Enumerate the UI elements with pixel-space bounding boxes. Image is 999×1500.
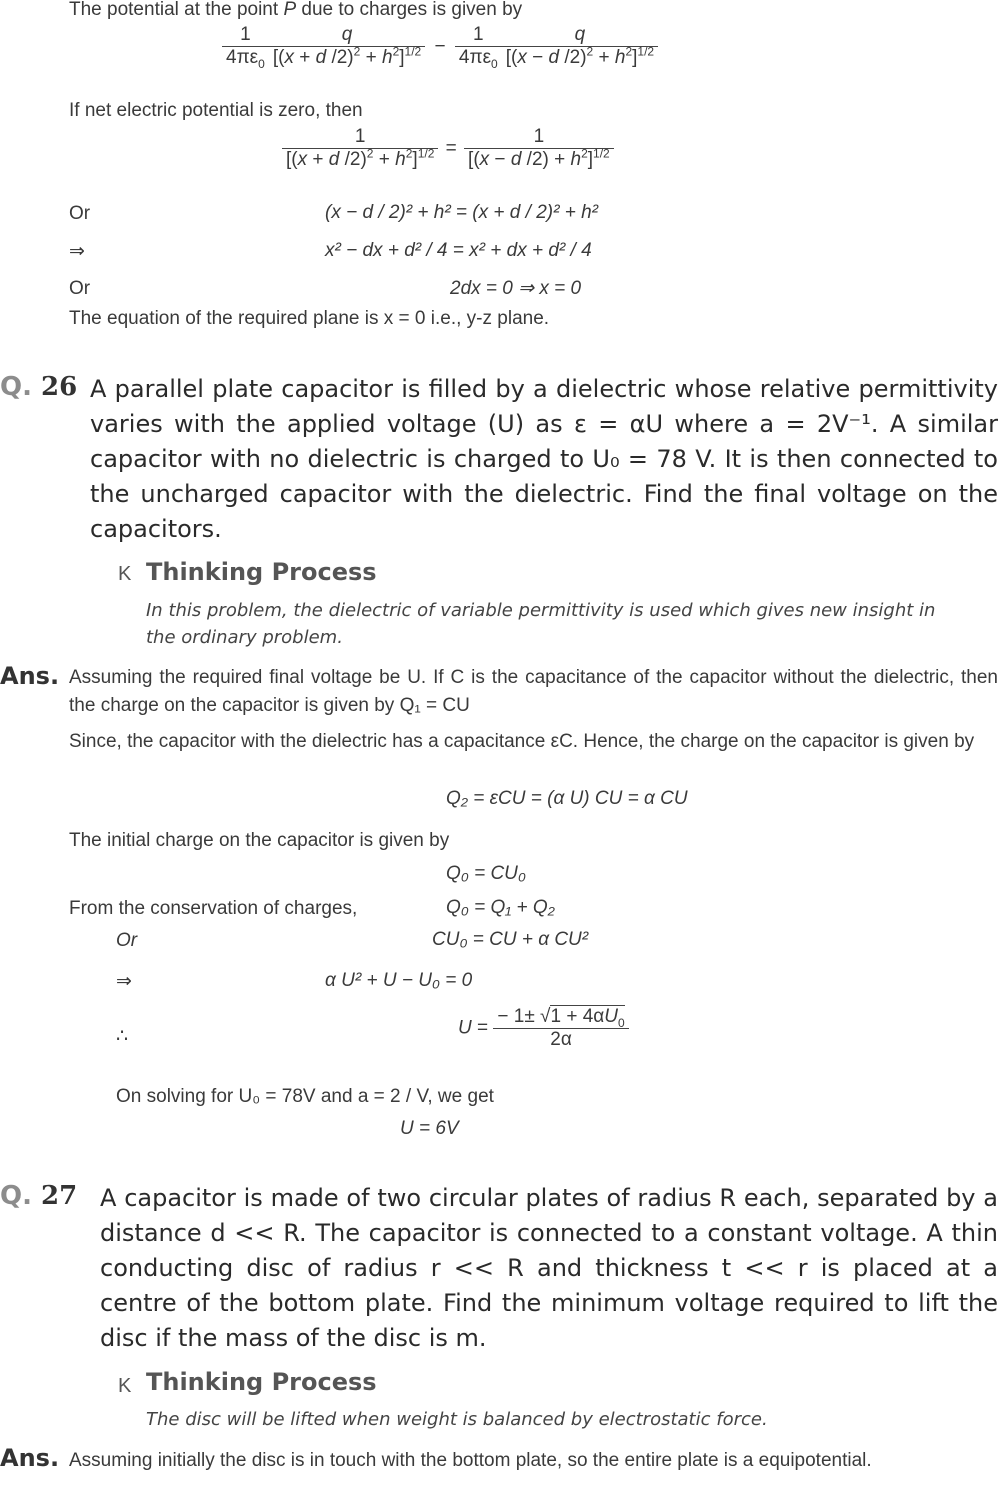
conclusion-text: The equation of the required plane is x = 0 i.e., y-z plane. bbox=[69, 308, 550, 329]
q27-tp-marker: K bbox=[118, 1375, 132, 1397]
q27-thinking-heading: Thinking Process bbox=[146, 1368, 377, 1396]
q27-question-text: A capacitor is made of two circular plates of radius R each, separated by a distance d << R. The capacitor is connected to a constant voltage. A thin conducting disc of radius r << R and thickness t << r is placed at a centre of the bottom plate. Find the minimum voltage required to lift the disc if the mass of the disc is m. bbox=[100, 1184, 998, 1352]
q26-ans-p1: Assuming the required final voltage be U. If C is the capacitance of the capacitor without the dielectric, then the charge on the capacitor is given by Q₁ = CU bbox=[69, 667, 998, 716]
q26-ans-p2: Since, the capacitor with the dielectric has a capacitance εC. Hence, the charge on the capacitor is given by bbox=[69, 731, 975, 752]
q26-eq-solution: U = $\frac{- 1\pm √1 + 4\alpha U_0}{2\alpha}$ bbox=[458, 1006, 629, 1051]
q26-or-label: Or bbox=[116, 930, 138, 951]
q26-eq-quad: α U² + U − U₀ = 0 bbox=[325, 970, 473, 991]
intro-text: The potential at the point P due to charges is given by bbox=[69, 0, 523, 20]
q26-tp-marker: K bbox=[118, 563, 132, 585]
eq-line-1: (x − d / 2)² + h² = (x + d / 2)² + h² bbox=[325, 202, 598, 223]
q27-ans-label: Ans. bbox=[0, 1444, 60, 1472]
eq-line-2: x² − dx + d² / 4 = x² + dx + d² / 4 bbox=[325, 240, 592, 261]
q26-implies: ⇒ bbox=[116, 971, 132, 992]
eq-line-3: 2dx = 0 ⇒ x = 0 bbox=[450, 278, 582, 299]
equality-equation: $\frac{1}{[(x + d /2)^2 + h^2]^{1/2}}$ = $\frac{1}{[(x - d /2) + h^2]^{1/2}}$ bbox=[282, 126, 614, 171]
q27-thinking-text: The disc will be lifted when weight is balanced by electrostatic force. bbox=[146, 1409, 768, 1430]
q26-therefore: ∴ bbox=[116, 1026, 129, 1047]
q27-ans-text: Assuming initially the disc is in touch with the bottom plate, so the entire plate is a equipotential. bbox=[69, 1450, 872, 1471]
potential-equation: $\frac{1}{4\pi\varepsilon_0}$ $\frac{q}{[(x + d /2)^2 + h^2]^{1/2}}$ − $\frac{1}{4\pi\varepsilon_0}$ $\frac{q}{[(x - d /2)^2 + h^2]^{1/2}}$ bbox=[222, 24, 658, 69]
q26-conservation-text: From the conservation of charges, bbox=[69, 898, 358, 919]
q26-initial-text: The initial charge on the capacitor is given by bbox=[69, 830, 450, 851]
q26-question-text: A parallel plate capacitor is filled by a dielectric whose relative permittivity varies with the applied voltage (U) as ε = αU where a = 2V⁻¹. A similar capacitor with no dielectric is charged to U₀ = 78 V. It is then connected to the uncharged capacitor with the dielectric. Find the final voltage on the capacitors. bbox=[90, 375, 998, 543]
q26-ans-label: Ans. bbox=[0, 662, 60, 690]
q26-eq-cons: Q₀ = Q₁ + Q₂ bbox=[446, 897, 555, 918]
q27-label: Q. 27 bbox=[0, 1181, 78, 1211]
q26-label: Q. 26 bbox=[0, 372, 78, 402]
q26-eq-q0: Q₀ = CU₀ bbox=[446, 863, 526, 884]
q26-solving-text: On solving for U₀ = 78V and a = 2 / V, we get bbox=[116, 1086, 494, 1107]
q26-thinking-text: In this problem, the dielectric of variable permittivity is used which gives new insight in the ordinary problem. bbox=[146, 600, 936, 648]
q26-thinking-heading: Thinking Process bbox=[146, 558, 377, 586]
or-label-1: Or bbox=[69, 203, 91, 224]
or-label-2: Or bbox=[69, 278, 91, 299]
q26-result: U = 6V bbox=[400, 1118, 459, 1139]
implies-symbol-1: ⇒ bbox=[69, 241, 85, 262]
q26-eq-or: CU₀ = CU + α CU² bbox=[432, 929, 589, 950]
q26-eq-q2: Q₂ = εCU = (α U) CU = α CU bbox=[446, 788, 688, 809]
net-zero-text: If net electric potential is zero, then bbox=[69, 100, 363, 121]
